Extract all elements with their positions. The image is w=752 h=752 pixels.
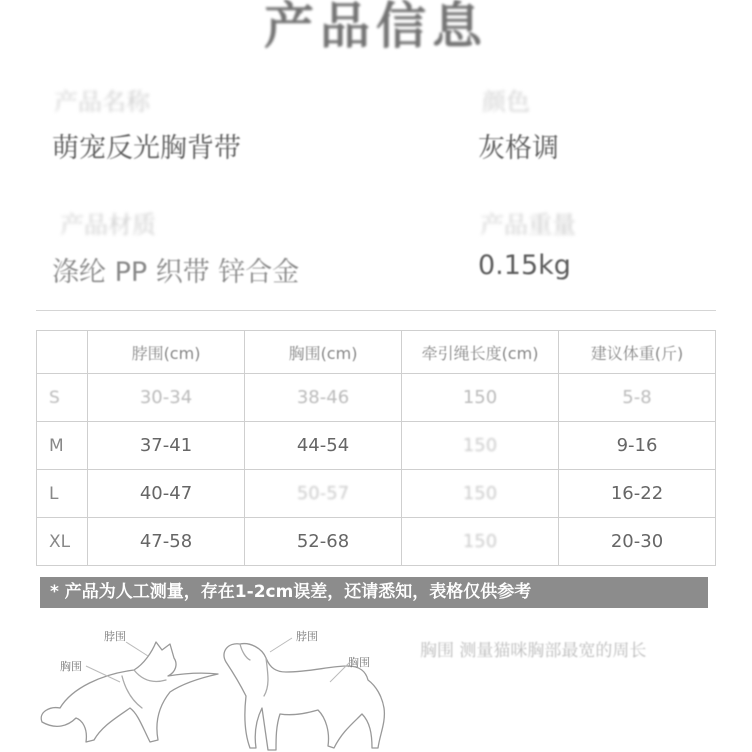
page-title: 产品信息 — [264, 0, 488, 55]
neck-cell: 37-41 — [88, 422, 245, 470]
product-name-label: 产品名称 — [54, 88, 150, 116]
cat-illustration — [41, 642, 218, 742]
neck-cell: 47-58 — [88, 518, 245, 566]
chest-measure-note: 胸围 测量猫咪胸部最宽的周长 — [420, 641, 647, 661]
size-cell: M — [37, 422, 88, 470]
dog-neck-label: 脖围 — [296, 630, 318, 643]
product-name-value: 萌宠反光胸背带 — [52, 133, 241, 164]
weight-value: 0.15kg — [478, 250, 571, 281]
header-neck: 脖围(cm) — [88, 331, 245, 374]
table-row — [37, 470, 716, 518]
material-label: 产品材质 — [60, 211, 156, 239]
weight-label: 产品重量 — [480, 211, 576, 239]
size-cell: L — [37, 470, 88, 518]
cat-neck-label: 脖围 — [104, 630, 126, 643]
chest-cell: 52-68 — [245, 518, 402, 566]
header-weight: 建议体重(斤) — [559, 331, 716, 374]
dog-chest-label: 胸围 — [348, 656, 370, 669]
header-chest: 胸围(cm) — [245, 331, 402, 374]
chest-cell: 38-46 — [245, 374, 402, 422]
table-row — [37, 374, 716, 422]
info-divider — [36, 310, 716, 311]
table-row — [37, 518, 716, 566]
table-row — [37, 422, 716, 470]
neck-cell: 30-34 — [88, 374, 245, 422]
leash-cell: 150 — [402, 518, 559, 566]
leash-cell: 150 — [402, 422, 559, 470]
neck-cell: 40-47 — [88, 470, 245, 518]
measurement-diagram — [30, 622, 400, 752]
weight-cell: 16-22 — [559, 470, 716, 518]
material-value: 涤纶 PP 织带 锌合金 — [52, 257, 300, 288]
leash-cell: 150 — [402, 470, 559, 518]
size-table-header — [37, 331, 716, 374]
header-leash-length: 牵引绳长度(cm) — [402, 331, 559, 374]
size-table — [36, 330, 716, 566]
header-size — [37, 331, 88, 374]
cat-chest-label: 胸围 — [60, 660, 82, 673]
size-cell: S — [37, 374, 88, 422]
chest-cell: 44-54 — [245, 422, 402, 470]
weight-cell: 9-16 — [559, 422, 716, 470]
weight-cell: 20-30 — [559, 518, 716, 566]
measurement-disclaimer: * 产品为人工测量，存在1-2cm误差，还请悉知，表格仅供参考 — [40, 577, 708, 608]
color-value: 灰格调 — [478, 133, 559, 164]
color-label: 颜色 — [482, 88, 530, 116]
size-cell: XL — [37, 518, 88, 566]
weight-cell: 5-8 — [559, 374, 716, 422]
chest-cell: 50-57 — [245, 470, 402, 518]
leash-cell: 150 — [402, 374, 559, 422]
